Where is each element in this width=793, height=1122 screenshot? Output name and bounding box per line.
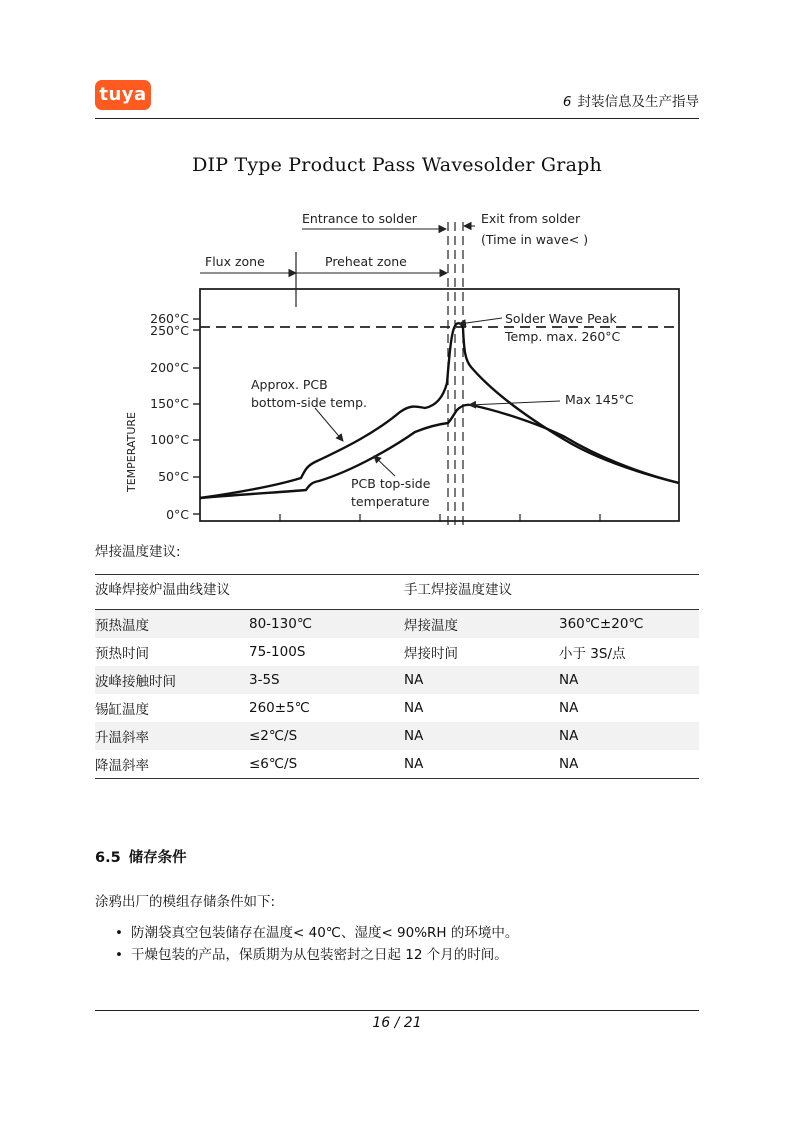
y-tick-label: 200°C	[150, 360, 189, 375]
table-cell: NA	[404, 756, 424, 772]
table-cell: 预热温度	[95, 610, 249, 639]
table-row	[95, 666, 699, 694]
table-cell: NA	[559, 700, 579, 716]
table-row	[95, 638, 699, 666]
table-row	[95, 722, 699, 750]
header-section-text: 封装信息及生产指导	[577, 94, 699, 110]
top-side-label: PCB top-side	[351, 476, 431, 491]
table-cell: 80-130℃	[249, 610, 404, 639]
table-cell: NA	[404, 722, 559, 750]
y-tick-label: 150°C	[150, 396, 189, 411]
table-cell: 75-100S	[249, 644, 306, 660]
y-tick-label: 50°C	[158, 469, 189, 484]
top-side-pointer	[374, 456, 395, 476]
bottom-side-pointer	[315, 408, 343, 441]
table-cell: ≤2℃/S	[249, 722, 404, 750]
table-cell: 升温斜率	[95, 722, 249, 750]
flux-zone-label: Flux zone	[205, 254, 265, 269]
solder-temp-table	[95, 574, 699, 779]
table-cell: 焊接时间	[404, 646, 458, 662]
y-axis-title: TEMPERATURE	[125, 412, 138, 492]
table-cell: 小于 3S/点	[559, 646, 626, 662]
page-number: 16 / 21	[372, 1015, 422, 1031]
table-cell: NA	[559, 722, 699, 750]
storage-section-number: 6.5	[95, 850, 121, 866]
peak-pointer	[459, 318, 502, 324]
graph-title: DIP Type Product Pass Wavesolder Graph	[192, 154, 602, 176]
table-cell: NA	[559, 666, 699, 694]
entrance-label: Entrance to solder	[302, 211, 417, 226]
table-row	[95, 750, 699, 779]
table-header-row	[95, 575, 699, 610]
bottom-side-label: Approx. PCB	[251, 377, 328, 392]
max145-pointer	[469, 401, 560, 405]
header-section-title	[563, 90, 699, 110]
y-tick-label: 0°C	[166, 507, 189, 522]
header-section-number: 6	[562, 94, 572, 110]
table-cell: 3-5S	[249, 666, 404, 694]
tuya-logo: tuya	[95, 80, 151, 110]
peak-label: Solder Wave Peak	[505, 311, 617, 326]
bottom-side-sublabel: bottom-side temp.	[251, 395, 367, 410]
peak-sublabel: Temp. max. 260°C	[505, 329, 621, 344]
table-cell: 260±5℃	[249, 700, 310, 716]
table-cell: 波峰接触时间	[95, 666, 249, 694]
y-tick-label: 250°C	[150, 323, 189, 338]
table-cell: 焊接温度	[404, 610, 559, 639]
max145-label: Max 145°C	[565, 392, 634, 407]
table-row	[95, 610, 699, 639]
table-header-manual: 手工焊接温度建议	[404, 582, 512, 598]
table-cell: NA	[404, 666, 559, 694]
page-header	[95, 78, 699, 119]
table-cell: 锡缸温度	[95, 702, 149, 718]
exit-sublabel: (Time in wave< )	[481, 232, 589, 247]
table-cell: NA	[404, 700, 424, 716]
table-header-blank	[249, 575, 404, 610]
exit-label: Exit from solder	[481, 211, 581, 226]
table-cell: NA	[559, 756, 579, 772]
list-item: • 防潮袋真空包装储存在温度< 40℃、湿度< 90%RH 的环境中。	[95, 922, 518, 944]
table-cell: 360℃±20℃	[559, 610, 699, 639]
list-item: • 干燥包装的产品，保质期为从包装密封之日起 12 个月的时间。	[95, 944, 518, 966]
bottom-side-temp-curve	[200, 323, 679, 498]
wavesolder-graph	[115, 200, 695, 530]
page-footer	[95, 1010, 699, 1031]
table-cell: 预热时间	[95, 646, 149, 662]
table-header-blank	[559, 575, 699, 610]
preheat-zone-label: Preheat zone	[325, 254, 407, 269]
table-cell: 降温斜率	[95, 758, 149, 774]
y-axis-ticks	[193, 319, 200, 514]
table-header-wave: 波峰焊接炉温曲线建议	[95, 582, 230, 598]
top-side-sublabel: temperature	[351, 494, 430, 509]
storage-intro: 涂鸦出厂的模组存储条件如下:	[95, 894, 276, 910]
storage-bullet-list	[95, 922, 518, 966]
storage-section-title: 储存条件	[128, 850, 187, 866]
recommend-label: 焊接温度建议:	[95, 544, 181, 560]
y-tick-label: 260°C	[150, 311, 189, 326]
y-tick-label: 100°C	[150, 432, 189, 447]
table-cell: ≤6℃/S	[249, 756, 298, 772]
table-row	[95, 694, 699, 722]
storage-heading	[95, 846, 187, 867]
top-side-temp-curve	[200, 405, 679, 498]
